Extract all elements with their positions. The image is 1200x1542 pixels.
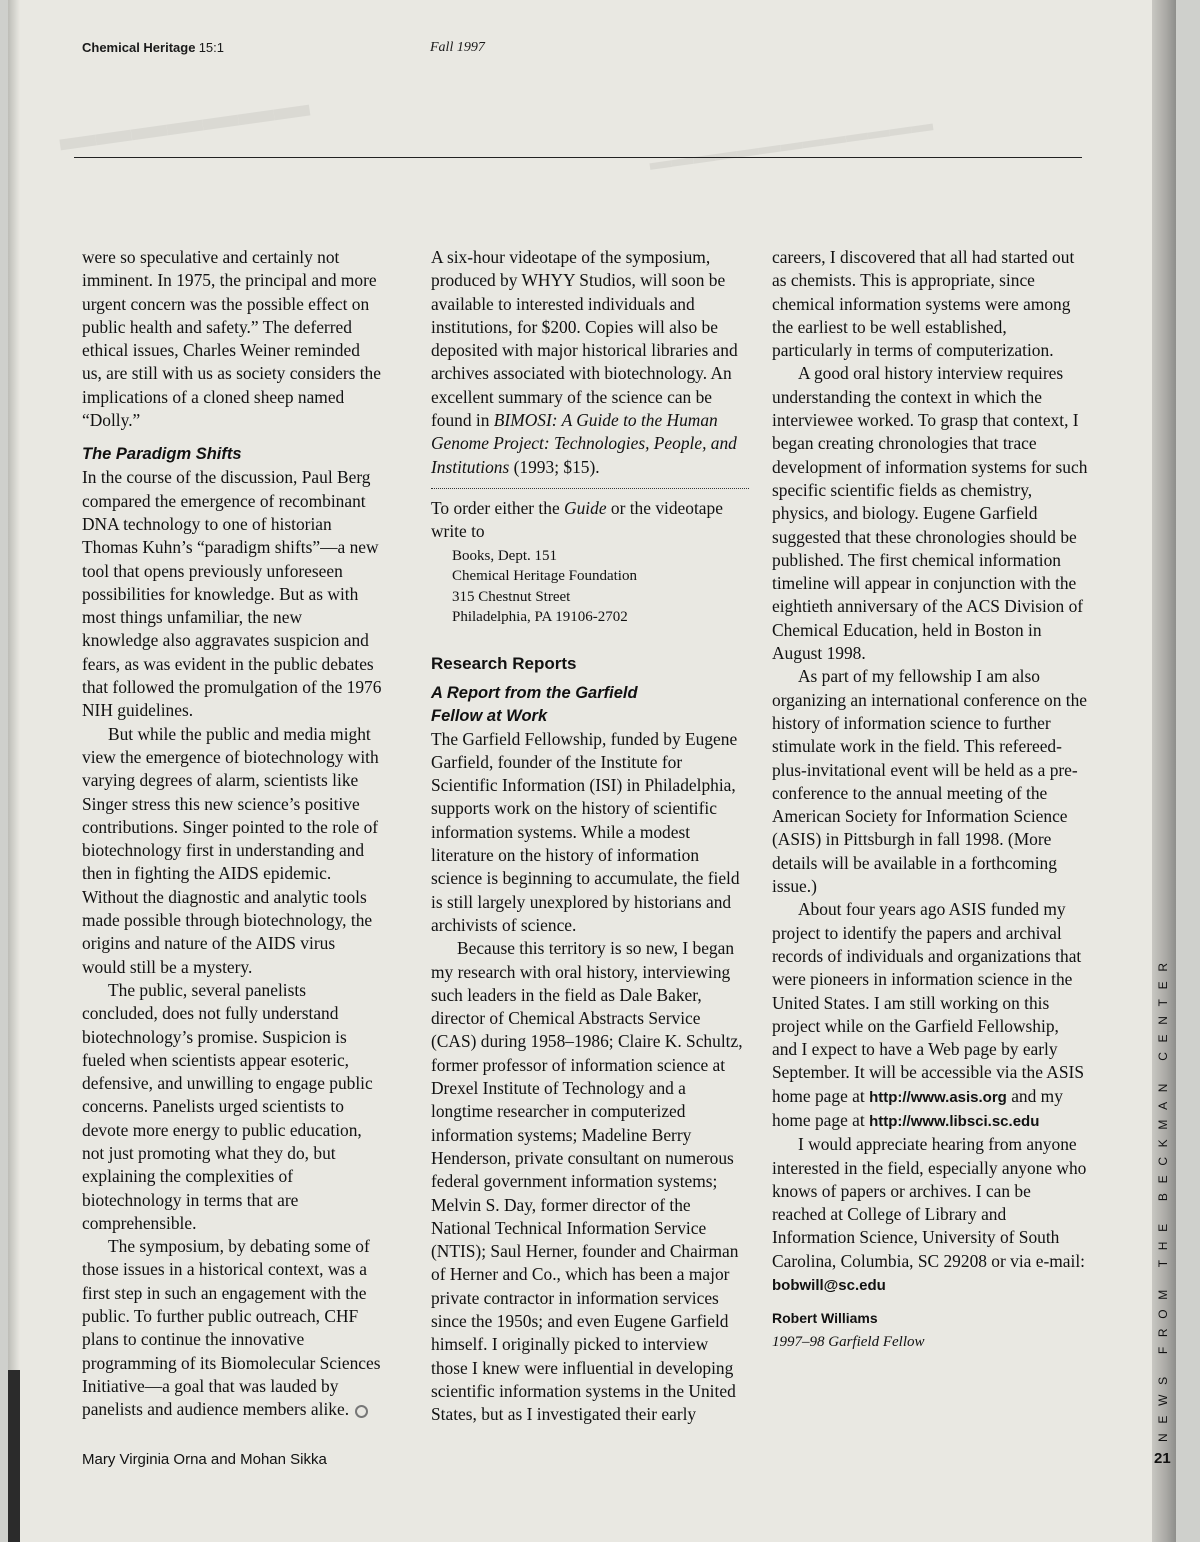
byline: Mary Virginia Orna and Mohan Sikka [82,1451,327,1468]
paragraph [431,246,749,479]
paragraph-text: and my home page at [772,1085,1063,1130]
asis-url: http://www.asis.org [869,1088,1007,1106]
column-2 [431,246,749,1426]
paragraph: A good oral history interview requires understanding the context in which the interviewee worked. To grasp that context, I began creating chronologies that trace development of information systems for such specific scientific fields as chemistry, physics, and biology. Eugene Garfield suggested that these chronologies should be published. The first chemical information timeline will appear in conjunction with the eightieth anniversary of the ACS Division of Chemical Education, held in Boston in August 1998. [772,363,1088,664]
publication-name: Chemical Heritage [82,40,196,55]
paragraph [82,1235,382,1421]
running-header [82,40,485,56]
page-number: 21 [1154,1450,1171,1467]
binding-shadow [8,0,20,1542]
paragraph-text: (1993; $15). [509,456,600,477]
paragraph: The Garfield Fellowship, funded by Eugene Garfield, founder of the Institute for Scientific Information (ISI) in Philadelphia, supports work on the history of scientific information systems. While a modest literature on the history of information science is beginning to accumulate, the field is still largely unexplored by historians and archivists of science. [431,728,740,935]
paragraph: In the course of the discussion, Paul Berg compared the emergence of recombinant DNA technology to one of historian Thomas Kuhn’s “paradigm shifts”—a new tool that opens previously unforeseen possibilities for knowledge. But as with most things unfamiliar, the new knowledge also aggravates suspicion and fears, as was evident in the public debates that followed the promulgation of the 1976 NIH guidelines. [82,467,382,721]
paragraph-text: A six-hour videotape of the symposium, produced by WHYY Studios, will soon be available to interested individuals and institutions, for $200. Copies will also be deposited with major historical libraries and archives associated with biotechnology. An excellent summary of the science can be found in [431,247,738,431]
address-line: Chemical Heritage Foundation [452,568,637,585]
email-address: bobwill@sc.edu [772,1277,886,1295]
book-title: BIMOSI: A Guide to the Human Genome Project: Technologies, People, and Institutions [431,410,737,477]
paragraph-text: To order either the [431,497,565,518]
order-paragraph [431,497,749,544]
paragraph: Because this territory is so new, I began my research with oral history, interviewing such leaders in the field as Dale Baker, director of Chemical Abstracts Service (CAS) during 1958–1986; Claire K. Schultz, former professor of information science at Drexel Institute of Technology and a longtime researcher in computerized information systems; Madeline Berry Henderson, private consultant on numerous federal government information systems; Melvin S. Day, former director of the National Technical Information Service (NTIS); Saul Herner, founder and Chairman of Herner and Co., which has been a major private contractor in information services since the 1950s; and even Eugene Garfield himself. I originally picked to interview those I knew were influential in developing scientific information systems in the United States, but as I investigated their early [431,938,743,1425]
subhead-paradigm-shifts: The Paradigm Shifts [82,445,242,464]
end-of-article-icon [355,1405,368,1418]
volume-number: 15:1 [198,40,224,55]
paragraph-text: I would appreciate hearing from anyone interested in the field, especially anyone who knows of papers or archives. I can be reached at College of Library and Information Science, University of South Carolina, Columbia, SC 29208 or via e-mail: [772,1134,1087,1271]
issue-date: Fall 1997 [430,40,485,55]
section-heading-research-reports: Research Reports [431,653,577,673]
running-footer-vertical: NEWS FROM THE BECKMAN CENTER [1156,953,1170,1442]
guide-title: Guide [564,497,607,518]
author-role: 1997–98 Garfield Fellow [772,1333,925,1350]
column-3 [772,246,1088,1354]
paragraph: As part of my fellowship I am also organizing an international conference on the history of information science to further stimulate work in the field. This refereed-plus-invitational event will be held as a pre-conference to the annual meeting of the American Society for Information Science (ASIS) in Pittsburgh in fall 1998. (More details will be available in a forthcoming issue.) [772,666,1087,897]
mailing-address [431,546,749,628]
address-line: Books, Dept. 151 [452,547,557,564]
page [8,0,1176,1542]
paragraph: The public, several panelists concluded, does not fully understand biotechnology’s promise. Suspicion is fueled when scientists appear esoteric, defensive, and unwilling to engage public concerns. Panelists urged scientists to devote more energy to public education, not just promoting what they do, but explaining the complexities of biotechnology in terms that are comprehensible. [82,979,373,1233]
address-line: Philadelphia, PA 19106-2702 [452,609,628,626]
paragraph: But while the public and media might view the emergence of biotechnology with varying degrees of alarm, scientists like Singer stress this new science’s positive contributions. Singer pointed to the role of biotechnology first in understanding and then in fighting the AIDS epidemic. Without the diagnostic and analytic tools made possible through biotechnology, the origins and nature of the AIDS virus would still be a mystery. [82,723,379,977]
paragraph: careers, I discovered that all had started out as chemists. This is appropriate, since chemical information systems were among the earliest to be well established, particularly in terms of computerization. [772,247,1075,361]
address-line: 315 Chestnut Street [452,588,571,605]
homepage-url: http://www.libsci.sc.edu [869,1112,1040,1130]
paragraph-text: The symposium, by debating some of those issues in a historical context, was a first step in such an engagement with the public. To further public outreach, CHF plans to continue the innovative programming of its Biomolecular Sciences Initiative—a goal that was lauded by panelists and audience members alike. [82,1236,381,1420]
paragraph [772,1133,1088,1297]
paragraph [772,898,1088,1133]
binding-edge [8,1370,20,1542]
subhead-garfield-report: A Report from the Garfield Fellow at Work [431,683,638,725]
paragraph-text: About four years ago ASIS funded my project to identify the papers and archival records of individuals and organizations that were pioneers in information science in the United States. I am still working on this project while on the Garfield Fellowship, and I expect to have a Web page by early September. It will be accessible via the ASIS home page at [772,899,1084,1106]
paragraph-text: or the videotape write to [431,497,723,542]
header-rule [74,157,1082,158]
show-through: ▬▬▬▬▬▬▬ [56,82,312,159]
show-through: ▬▬▬▬▬▬▬▬▬▬▬▬▬ [647,110,935,175]
column-1 [82,246,382,1422]
author-name: Robert Williams [772,1310,878,1327]
paragraph: were so speculative and certainly not imminent. In 1975, the principal and more urgent concern was the possible effect on public health and safety.” The deferred ethical issues, Charles Weiner reminded us, are still with us as society considers the implications of a cloned sheep named “Dolly.” [82,247,381,431]
dotted-divider [431,488,749,489]
